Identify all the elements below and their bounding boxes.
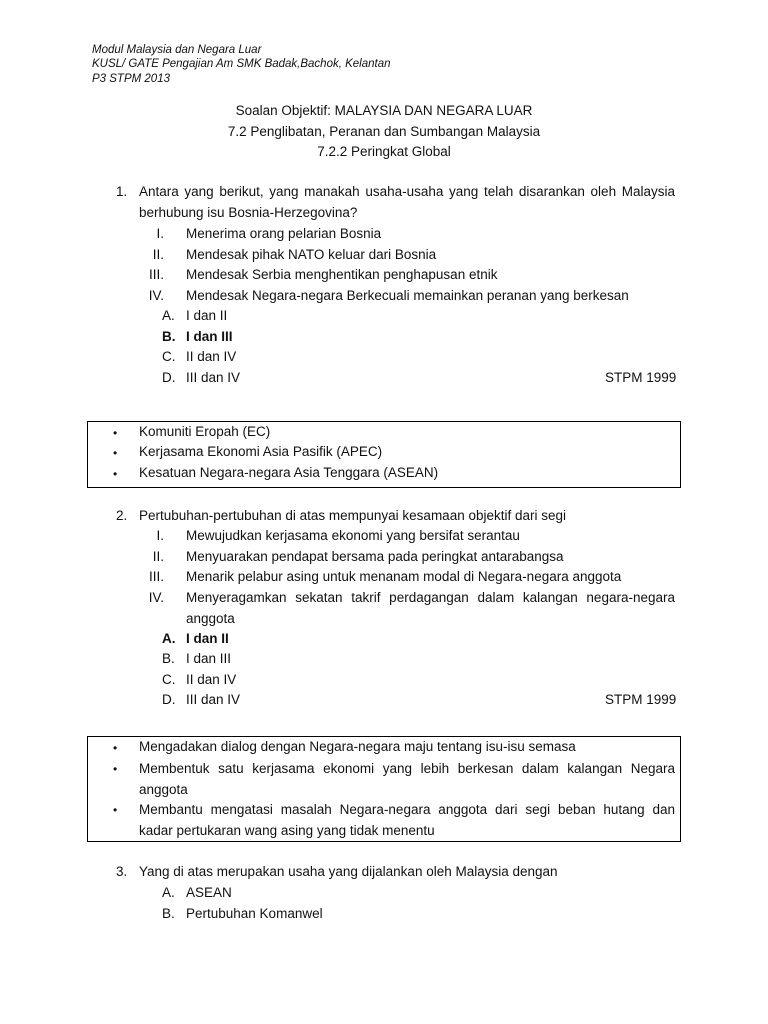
item-number: II.	[152, 549, 164, 564]
box-item: Komuniti Eropah (EC)	[139, 424, 271, 439]
question-text: Antara yang berikut, yang manakah usaha-usaha yang telah disarankan oleh Malaysia berhubung isu Bosnia-Herzegovina?	[139, 184, 675, 220]
option-text: III dan IV	[186, 370, 241, 385]
section-title: 7.2 Penglibatan, Peranan dan Sumbangan Malaysia	[227, 124, 541, 139]
bullet-icon: •	[113, 741, 118, 755]
box-item: Kesatuan Negara-negara Asia Tenggara (ASEAN)	[139, 465, 439, 480]
item-text: Menyeragamkan sekatan takrif perdagangan dalam kalangan negara-negara anggota	[186, 590, 675, 626]
item-number: I.	[156, 226, 164, 241]
question-text: Pertubuhan-pertubuhan di atas mempunyai kesamaan objektif dari segi	[139, 508, 567, 523]
bullet-icon: •	[113, 446, 118, 460]
header-module: Modul Malaysia dan Negara Luar	[92, 44, 262, 56]
item-number: II.	[152, 247, 164, 262]
item-number: I.	[156, 528, 164, 543]
item-text: Menarik pelabur asing untuk menanam modal di Negara-negara anggota	[186, 569, 622, 584]
item-text: Mewujudkan kerjasama ekonomi yang bersifat serantau	[186, 528, 520, 543]
subsection-title: 7.2.2 Peringkat Global	[317, 144, 451, 159]
source-label: STPM 1999	[605, 692, 677, 707]
option-text: I dan III	[186, 651, 232, 666]
item-text: Menerima orang pelarian Bosnia	[186, 226, 382, 241]
option-letter: D.	[162, 370, 176, 385]
item-text: Menyuarakan pendapat bersama pada peringkat antarabangsa	[186, 549, 564, 564]
source-label: STPM 1999	[605, 370, 677, 385]
item-number: IV.	[148, 288, 164, 303]
option-letter: A.	[162, 885, 175, 900]
item-text: Mendesak Serbia menghentikan penghapusan etnik	[186, 267, 498, 282]
item-text: Mendesak Negara-negara Berkecuali memainkan peranan yang berkesan	[186, 288, 629, 303]
option-text: I dan II	[186, 308, 228, 323]
option-text: III dan IV	[186, 692, 241, 707]
option-letter: C.	[162, 349, 176, 364]
option-text: ASEAN	[186, 885, 232, 900]
box-item: Membentuk satu kerjasama ekonomi yang lebih berkesan dalam kalangan Negara anggota	[139, 761, 675, 797]
box-item: Membantu mengatasi masalah Negara-negara anggota dari segi beban hutang dan kadar pertukaran wang asing yang tidak menentu	[139, 802, 675, 838]
question-text: Yang di atas merupakan usaha yang dijalankan oleh Malaysia dengan	[139, 864, 558, 879]
option-text: Pertubuhan Komanwel	[186, 906, 323, 921]
item-number: III.	[148, 569, 164, 584]
option-text-correct: I dan II	[186, 631, 229, 646]
page-title: Soalan Objektif: MALAYSIA DAN NEGARA LUAR	[235, 103, 533, 118]
box-item: Mengadakan dialog dengan Negara-negara maju tentang isu-isu semasa	[139, 739, 576, 754]
option-letter: C.	[162, 672, 176, 687]
question-number: 2.	[116, 508, 128, 523]
box-item: Kerjasama Ekonomi Asia Pasifik (APEC)	[139, 444, 383, 459]
bullet-icon: •	[113, 426, 118, 440]
option-letter: A.	[162, 308, 175, 323]
item-number: III.	[148, 267, 164, 282]
option-letter-correct: B.	[162, 329, 176, 344]
option-letter: B.	[162, 906, 175, 921]
item-text: Mendesak pihak NATO keluar dari Bosnia	[186, 247, 437, 262]
bullet-icon: •	[113, 467, 118, 481]
header-school: KUSL/ GATE Pengajian Am SMK Badak,Bachok, Kelantan	[92, 58, 391, 70]
item-number: IV.	[148, 590, 164, 605]
header-course: P3 STPM 2013	[92, 73, 170, 85]
option-text: II dan IV	[186, 672, 237, 687]
option-letter: B.	[162, 651, 175, 666]
option-letter: D.	[162, 692, 176, 707]
option-text-correct: I dan III	[186, 329, 233, 344]
bullet-icon: •	[113, 803, 118, 817]
question-number: 1.	[116, 184, 128, 199]
option-text: II dan IV	[186, 349, 237, 364]
bullet-icon: •	[113, 762, 118, 776]
option-letter-correct: A.	[162, 631, 176, 646]
question-number: 3.	[116, 864, 128, 879]
